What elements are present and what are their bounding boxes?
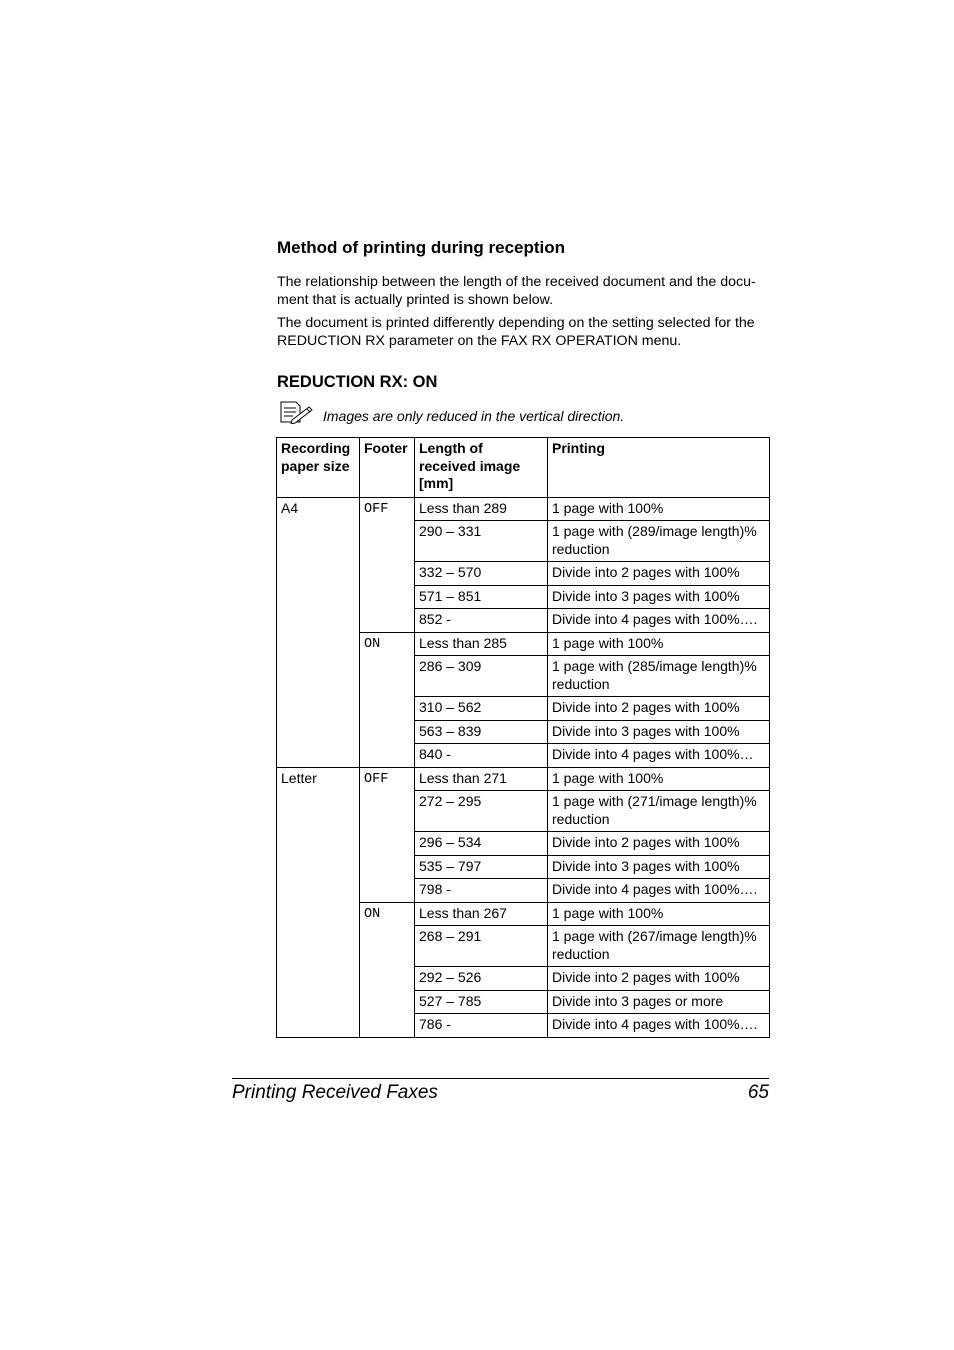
printing-cell: 1 page with 100% [548,902,770,926]
paper-size-cell: Letter [277,767,360,1037]
length-cell: 286 – 309 [415,656,548,697]
table-body [277,497,770,1037]
length-cell: 798 - [415,879,548,903]
length-cell: 852 - [415,609,548,633]
table-header-row [277,438,770,498]
length-cell: 840 - [415,744,548,768]
footer-title: Printing Received Faxes [232,1082,438,1103]
printing-cell: 1 page with (289/image length)% reduction [548,521,770,562]
subsection-heading: REDUCTION RX: ON [277,373,438,391]
note-text: Images are only reduced in the vertical direction. [323,408,625,424]
printing-cell: 1 page with (271/image length)% reduction [548,791,770,832]
length-cell: 786 - [415,1014,548,1038]
length-cell: 310 – 562 [415,697,548,721]
footer-cell: OFF [360,497,415,632]
printing-cell: Divide into 2 pages with 100% [548,832,770,856]
length-cell: 563 – 839 [415,720,548,744]
length-cell: Less than 289 [415,497,548,521]
footer-cell: ON [360,902,415,1037]
length-cell: 292 – 526 [415,967,548,991]
printing-cell: Divide into 3 pages with 100% [548,585,770,609]
printing-cell: Divide into 4 pages with 100%…. [548,1014,770,1038]
length-cell: 296 – 534 [415,832,548,856]
length-cell: 268 – 291 [415,926,548,967]
length-cell: 535 – 797 [415,855,548,879]
paper-size-cell: A4 [277,497,360,767]
length-cell: 290 – 331 [415,521,548,562]
printing-cell: Divide into 3 pages with 100% [548,720,770,744]
header-recording-paper-size: Recording paper size [277,438,360,498]
page-number: 65 [747,1082,769,1103]
header-footer: Footer [360,438,415,498]
footer-cell: ON [360,632,415,767]
length-cell: 571 – 851 [415,585,548,609]
printing-cell: 1 page with (285/image length)% reduction [548,656,770,697]
reduction-table [276,437,770,1038]
printing-cell: Divide into 2 pages with 100% [548,562,770,586]
printing-cell: Divide into 4 pages with 100%… [548,744,770,768]
length-cell: 332 – 570 [415,562,548,586]
table-row [277,497,770,521]
length-cell: Less than 285 [415,632,548,656]
printing-cell: 1 page with (267/image length)% reduction [548,926,770,967]
setting-paragraph: The document is printed differently depending on the setting selected for the REDUCTION RX parameter on the FAX RX OPERATION menu. [277,315,755,349]
length-cell: 527 – 785 [415,990,548,1014]
printing-cell: Divide into 3 pages with 100% [548,855,770,879]
printing-cell: 1 page with 100% [548,632,770,656]
table-row [277,767,770,791]
header-printing: Printing [548,438,770,498]
printing-cell: 1 page with 100% [548,767,770,791]
footer-rule [232,1078,769,1079]
note-pencil-icon [278,400,314,424]
header-length: Length of received image [mm] [415,438,548,498]
footer-cell: OFF [360,767,415,902]
printing-cell: Divide into 4 pages with 100%…. [548,609,770,633]
length-cell: Less than 271 [415,767,548,791]
printing-cell: 1 page with 100% [548,497,770,521]
intro-paragraph: The relationship between the length of the received document and the docu-ment that is actually printed is shown below. [277,274,756,308]
length-cell: 272 – 295 [415,791,548,832]
printing-cell: Divide into 3 pages or more [548,990,770,1014]
printing-cell: Divide into 4 pages with 100%…. [548,879,770,903]
length-cell: Less than 267 [415,902,548,926]
section-heading: Method of printing during reception [277,238,566,257]
printing-cell: Divide into 2 pages with 100% [548,967,770,991]
printing-cell: Divide into 2 pages with 100% [548,697,770,721]
